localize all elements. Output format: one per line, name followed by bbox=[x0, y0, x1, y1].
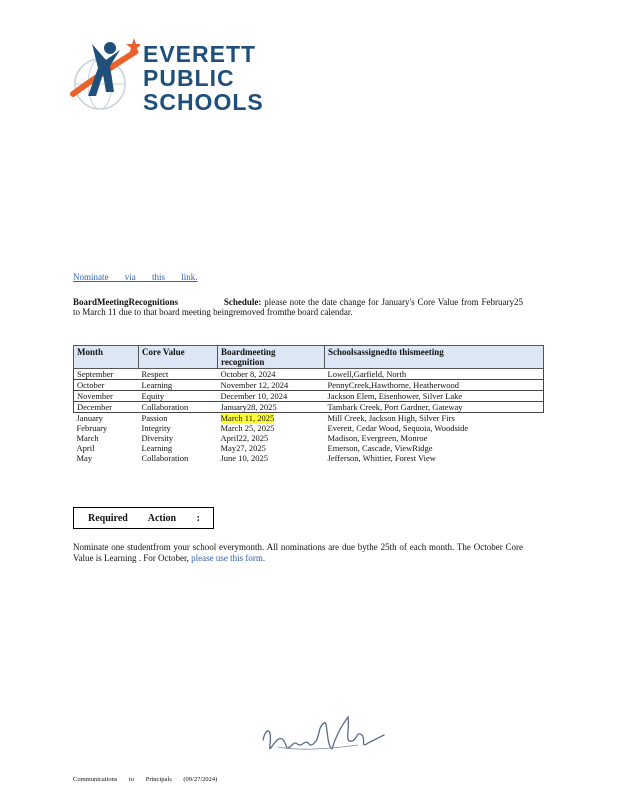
table-row bbox=[74, 433, 544, 443]
nomination-paragraph bbox=[73, 542, 523, 564]
logo-text-line2: PUBLIC bbox=[143, 65, 235, 91]
intro-schedule-label: Schedule: bbox=[223, 297, 262, 307]
header-board-meeting: Boardmeeting recognition bbox=[218, 346, 325, 369]
cell-month: November bbox=[74, 391, 139, 402]
cell-schools: Lowell,Garfield, North bbox=[325, 369, 544, 380]
cell-month: October bbox=[74, 380, 139, 391]
footer-text: Communications to Principals (09/27/2024) bbox=[73, 776, 218, 783]
schedule-intro bbox=[73, 297, 523, 317]
table-row bbox=[74, 380, 544, 391]
cell-date: November 12, 2024 bbox=[218, 380, 325, 391]
highlighted-date: March 11, 2025 bbox=[220, 413, 275, 423]
cell-schools: Jefferson, Whittier, Forest View bbox=[327, 453, 436, 463]
table-row bbox=[74, 413, 544, 424]
cell-schools: Mill Creek, Jackson High, Silver Firs bbox=[327, 413, 455, 423]
table-row bbox=[74, 443, 544, 453]
cell-schools: Everett, Cedar Wood, Sequoia, Woodside bbox=[327, 423, 469, 433]
district-logo bbox=[70, 34, 264, 115]
intro-text: please note the date change for January's Core Value from February25 to March 11 due to that board meeting beingremoved fromthe board calendar. bbox=[73, 297, 524, 317]
cell-core-value: Collaboration bbox=[141, 453, 189, 463]
cell-date: December 10, 2024 bbox=[218, 391, 325, 402]
cell-month: January bbox=[76, 413, 103, 423]
logo-figure-icon bbox=[70, 34, 140, 114]
table-header-row bbox=[74, 346, 544, 369]
cell-month: February bbox=[76, 423, 108, 433]
cell-schools: Madison, Evergreen, Monroe bbox=[327, 433, 428, 443]
cell-core-value: Diversity bbox=[141, 433, 174, 443]
cell-month: December bbox=[74, 402, 139, 413]
cell-month: September bbox=[74, 369, 139, 380]
cell-core-value: Passion bbox=[141, 413, 168, 423]
cell-date: June 10, 2025 bbox=[220, 453, 268, 463]
header-schools: Schoolsassignedto thismeeting bbox=[325, 346, 544, 369]
cell-date: May27, 2025 bbox=[220, 443, 266, 453]
table-row bbox=[74, 423, 544, 433]
cell-month: May bbox=[76, 453, 93, 463]
cell-date: March 25, 2025 bbox=[220, 423, 275, 433]
cell-schools: Emerson, Cascade, ViewRidge bbox=[327, 443, 433, 453]
table-row bbox=[74, 391, 544, 402]
table-row bbox=[74, 453, 544, 463]
cell-date: October 8, 2024 bbox=[218, 369, 325, 380]
cell-core-value: Learning bbox=[141, 443, 173, 453]
schedule-table bbox=[73, 345, 544, 463]
cell-schools: PennyCreek,Hawthorne, Heatherwood bbox=[325, 380, 544, 391]
table-row bbox=[74, 369, 544, 380]
logo-text-line1: EVERETT bbox=[143, 41, 257, 67]
intro-heading: BoardMeetingRecognitions bbox=[73, 297, 178, 307]
cell-date: April22, 2025 bbox=[220, 433, 269, 443]
cell-core-value: Collaboration bbox=[139, 402, 218, 413]
header-core-value: Core Value bbox=[139, 346, 218, 369]
cell-month: April bbox=[76, 443, 95, 453]
nominate-link[interactable]: Nominate via this link. bbox=[73, 272, 198, 282]
required-action-box: Required Action : bbox=[73, 507, 214, 529]
cell-core-value: Respect bbox=[139, 369, 218, 380]
cell-date: January28, 2025 bbox=[218, 402, 325, 413]
cell-schools: Tambark Creek, Port Gardner, Gateway bbox=[325, 402, 544, 413]
logo-text-line3: SCHOOLS bbox=[143, 89, 264, 115]
form-link[interactable]: please use this form. bbox=[191, 553, 266, 563]
signature-image bbox=[258, 705, 388, 765]
header-month: Month bbox=[74, 346, 139, 369]
cell-month: March bbox=[76, 433, 99, 443]
table-row bbox=[74, 402, 544, 413]
cell-core-value: Integrity bbox=[141, 423, 171, 433]
cell-core-value: Equity bbox=[139, 391, 218, 402]
cell-core-value: Learning bbox=[139, 380, 218, 391]
cell-schools: Jackson Elem, Eisenhower, Silver Lake bbox=[325, 391, 544, 402]
paragraph-text: Nominate one studentfrom your school everymonth. All nominations are due bythe 25th of each month. The October Core Value is Learning . For October, bbox=[73, 542, 523, 563]
cell-date-highlighted bbox=[218, 413, 325, 424]
